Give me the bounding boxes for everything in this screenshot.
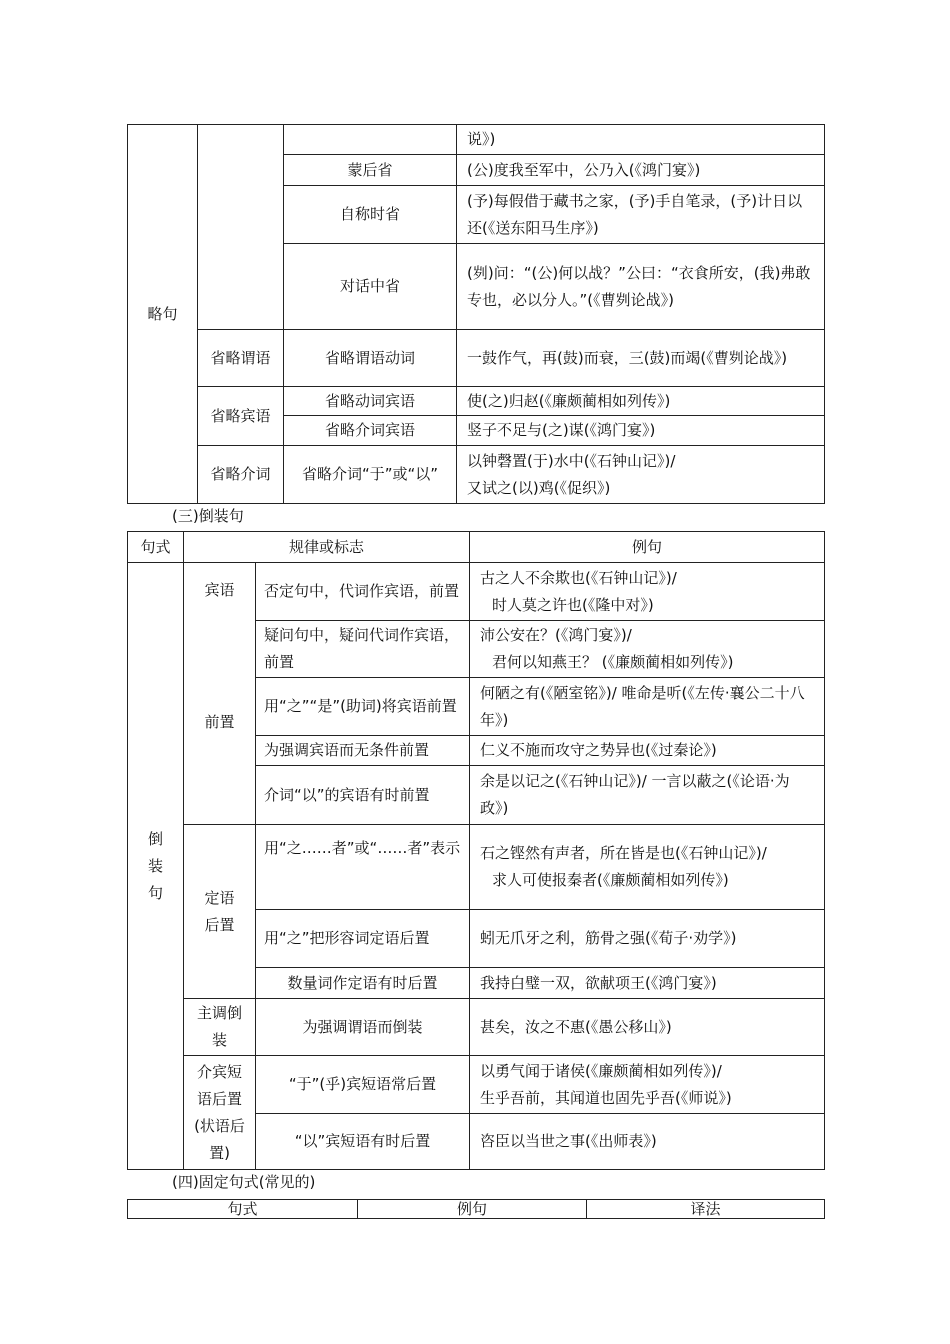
omission-sub-cell: 省略宾语 (198, 387, 284, 446)
omission-example-cell: 使(之)归赵(《廉颇蔺相如列传》) (457, 387, 825, 416)
table-row (128, 825, 825, 910)
column-header: 句式 (128, 1200, 358, 1219)
rule-cell: “以”宾短语有时后置 (256, 1114, 470, 1170)
group-label-cell: 介宾短语后置(状语后置) (184, 1056, 256, 1170)
example-cell: 甚矣，汝之不惠(《愚公移山》) (470, 999, 825, 1056)
table-row (128, 446, 825, 504)
example-cell: 我持白璧一双，欲献项王(《鸿门宴》) (470, 968, 825, 999)
example-cell (470, 1056, 825, 1114)
table-header-row (128, 532, 825, 563)
rule-cell: 为强调谓语而倒装 (256, 999, 470, 1056)
column-header: 例句 (358, 1200, 587, 1219)
table-header-row (128, 1200, 825, 1219)
omission-table (127, 124, 825, 504)
category-char: 句 (147, 883, 163, 902)
column-header: 规律或标志 (184, 532, 470, 563)
omission-sub-cell: 省略谓语 (198, 330, 284, 387)
table-row (128, 1056, 825, 1114)
rule-cell: 为强调宾语而无条件前置 (256, 736, 470, 766)
omission-example-cell: (公)度我至军中，公乃入(《鸿门宴》) (457, 155, 825, 186)
omission-type-cell (284, 125, 457, 155)
fixed-table (127, 1199, 825, 1219)
table-row (128, 125, 825, 155)
group-label: 后置 (204, 915, 235, 934)
example-cell: 余是以记之(《石钟山记》)/ 一言以蔽之(《论语·为政》) (470, 766, 825, 825)
table-row (128, 387, 825, 416)
group-label-cell: 前置 (184, 621, 256, 825)
example-cell: 仁义不施而攻守之势异也(《过秦论》) (470, 736, 825, 766)
example-line: 沛公安在？(《鸿门宴》)/ (480, 626, 632, 644)
fixed-heading: (四)固定句式(常见的) (172, 1173, 316, 1191)
omission-example-cell: (刿)问：“(公)何以战？”公曰：“衣食所安，(我)弗敢专也，必以分人。”(《曹刿论战》) (457, 244, 825, 330)
example-cell: 蚓无爪牙之利，筋骨之强(《荀子·劝学》) (470, 910, 825, 968)
omission-example-cell: 竖子不足与(之)谋(《鸿门宴》) (457, 416, 825, 446)
omission-type-cell: 省略谓语动词 (284, 330, 457, 387)
example-cell: 何陋之有(《陋室铭》)/ 唯命是听(《左传·襄公二十八年》) (470, 678, 825, 736)
omission-type-cell: 对话中省 (284, 244, 457, 330)
inversion-heading: (三)倒装句 (172, 507, 244, 525)
inversion-table (127, 531, 825, 1170)
rule-cell: 否定句中，代词作宾语，前置 (256, 563, 470, 621)
example-line: 求人可使报秦者(《廉颇蔺相如列传》) (492, 871, 729, 889)
omission-type-cell: 省略介词“于”或“以” (284, 446, 457, 504)
table-row (128, 999, 825, 1056)
example-line: 又试之(以)鸡(《促织》) (467, 478, 611, 497)
inversion-category-cell (128, 563, 184, 1170)
group-label-cell: 主调倒装 (184, 999, 256, 1056)
example-cell (470, 621, 825, 678)
table-row (128, 621, 825, 678)
group-label-cell (184, 825, 256, 999)
omission-example-cell: 说》) (457, 125, 825, 155)
omission-sub-cell: 省略介词 (198, 446, 284, 504)
example-cell (470, 563, 825, 621)
example-line: 石之铿然有声者，所在皆是也(《石钟山记》)/ (480, 844, 767, 862)
example-line: 以钟磬置(于)水中(《石钟山记》)/ (467, 451, 676, 470)
rule-cell: 用“之”“是”(助词)将宾语前置 (256, 678, 470, 736)
column-header: 译法 (587, 1200, 825, 1219)
example-line: 生乎吾前，其闻道也固先乎吾(《师说》) (480, 1088, 732, 1107)
omission-type-cell: 省略介词宾语 (284, 416, 457, 446)
omission-category-cell (128, 125, 198, 504)
column-header: 例句 (470, 532, 825, 563)
rule-cell: 用“之……者”或“……者”表示 (256, 825, 470, 910)
omission-example-cell: (予)每假借于藏书之家，(予)手自笔录，(予)计日以还(《送东阳马生序》) (457, 186, 825, 244)
example-line: 君何以知燕王？ (《廉颇蔺相如列传》) (492, 653, 734, 671)
example-cell: 咨臣以当世之事(《出师表》) (470, 1114, 825, 1170)
omission-type-cell: 蒙后省 (284, 155, 457, 186)
rule-cell: 用“之”把形容词定语后置 (256, 910, 470, 968)
omission-example-cell (457, 446, 825, 504)
group-label-cell: 宾语 (184, 563, 256, 621)
rule-cell: 数量词作定语有时后置 (256, 968, 470, 999)
omission-sub-cell (198, 125, 284, 330)
example-cell (470, 825, 825, 910)
category-char: 倒 (147, 829, 163, 848)
group-label: 定语 (204, 888, 235, 907)
rule-cell: “于”(乎)宾短语常后置 (256, 1056, 470, 1114)
omission-category-label: 略句 (147, 304, 178, 323)
rule-cell: 疑问句中，疑问代词作宾语，前置 (256, 621, 470, 678)
omission-type-cell: 省略动词宾语 (284, 387, 457, 416)
omission-type-cell: 自称时省 (284, 186, 457, 244)
example-line: 时人莫之许也(《隆中对》) (492, 595, 654, 614)
category-char: 装 (147, 856, 163, 875)
column-header: 句式 (128, 532, 184, 563)
rule-cell: 介词“以”的宾语有时前置 (256, 766, 470, 825)
example-line: 以勇气闻于诸侯(《廉颇蔺相如列传》)/ (480, 1061, 722, 1080)
example-line: 古之人不余欺也(《石钟山记》)/ (480, 568, 677, 587)
omission-example-cell: 一鼓作气，再(鼓)而衰，三(鼓)而竭(《曹刿论战》) (457, 330, 825, 387)
table-row (128, 563, 825, 621)
table-row (128, 330, 825, 387)
